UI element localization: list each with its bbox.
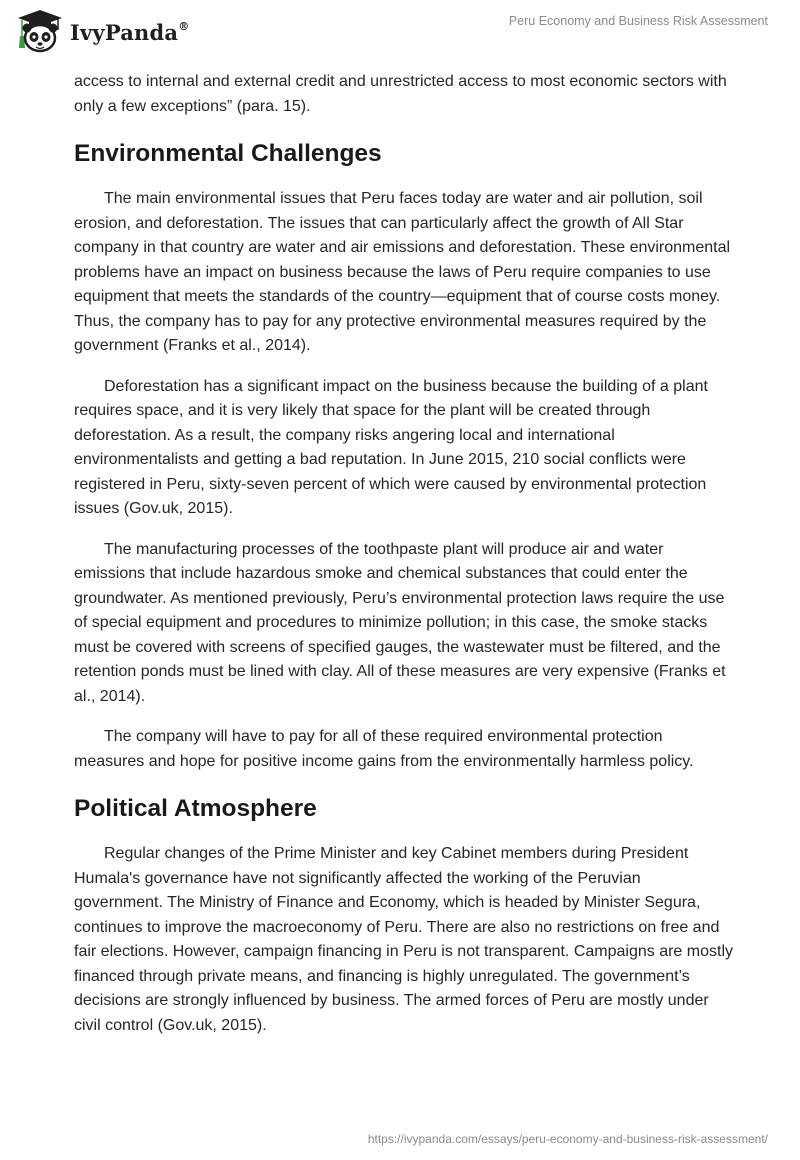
heading-political-atmosphere: Political Atmosphere: [74, 795, 317, 822]
paragraph: The company will have to pay for all of these required environmental protection measures and hope for positive income gains from the environmentally harmless policy.: [74, 728, 694, 770]
panda-graduate-icon: [14, 8, 66, 54]
paragraph: Deforestation has a significant impact on the business because the building of a plant requires space, and it is very likely that space for the plant will be created through deforestation. As a result, the company risks angering local and international environmentalists and getting a bad reputation. In June 2015, 210 social conflicts were registered in Peru, sixty-seven percent of which were caused by environmental protection issues (Gov.uk, 2015).: [74, 377, 708, 517]
paragraph: The manufacturing processes of the toothpaste plant will produce air and water emissions that include hazardous smoke and chemical substances that could enter the groundwater. As mentioned previously, Peru’s environmental protection laws require the use of special equipment and procedures to minimize pollution; in this case, the smoke stacks must be covered with screens of specified gauges, the wastewater must be filtered, and the retention ponds must be lined with clay. All of these measures are very expensive (Franks et al., 2014).: [74, 540, 726, 705]
paragraph-continuation: access to internal and external credit and unrestricted access to most economic sectors with only a few exceptions” (para. 15).: [74, 73, 727, 115]
paragraph: Regular changes of the Prime Minister and key Cabinet members during President Humala's governance have not significantly affected the working of the Peruvian government. The Ministry of Finance and Economy, which is headed by Minister Segura, continues to improve the macroeconomy of Peru. There are also no restrictions on free and fair elections. However, campaign financing in Peru is not transparent. Campaigns are mostly financed through private means, and financing is highly unregulated. The government’s decisions are strongly influenced by business. The armed forces of Peru are mostly under civil control (Gov.uk, 2015).: [74, 845, 733, 1034]
paragraph: The main environmental issues that Peru faces today are water and air pollution, soil erosion, and deforestation. The issues that can particularly affect the growth of All Star company in that country are water and air emissions and deforestation. These environmental problems have an impact on business because the laws of Peru require companies to use equipment that meets the standards of the country—equipment that of course costs money. Thus, the company has to pay for any protective environmental measures required by the government (Franks et al., 2014).: [74, 190, 731, 354]
site-logo[interactable]: [14, 8, 189, 54]
heading-environmental-challenges: Environmental Challenges: [74, 140, 382, 167]
page-header: [0, 0, 800, 60]
logo-text: IvyPanda: [70, 19, 179, 45]
document-title: Peru Economy and Business Risk Assessment: [508, 14, 768, 28]
registered-mark: ®: [178, 19, 190, 33]
essay-content: [74, 70, 734, 1054]
footer-url-link[interactable]: https://ivypanda.com/essays/peru-economy-and-business-risk-assessment/: [367, 1132, 768, 1146]
